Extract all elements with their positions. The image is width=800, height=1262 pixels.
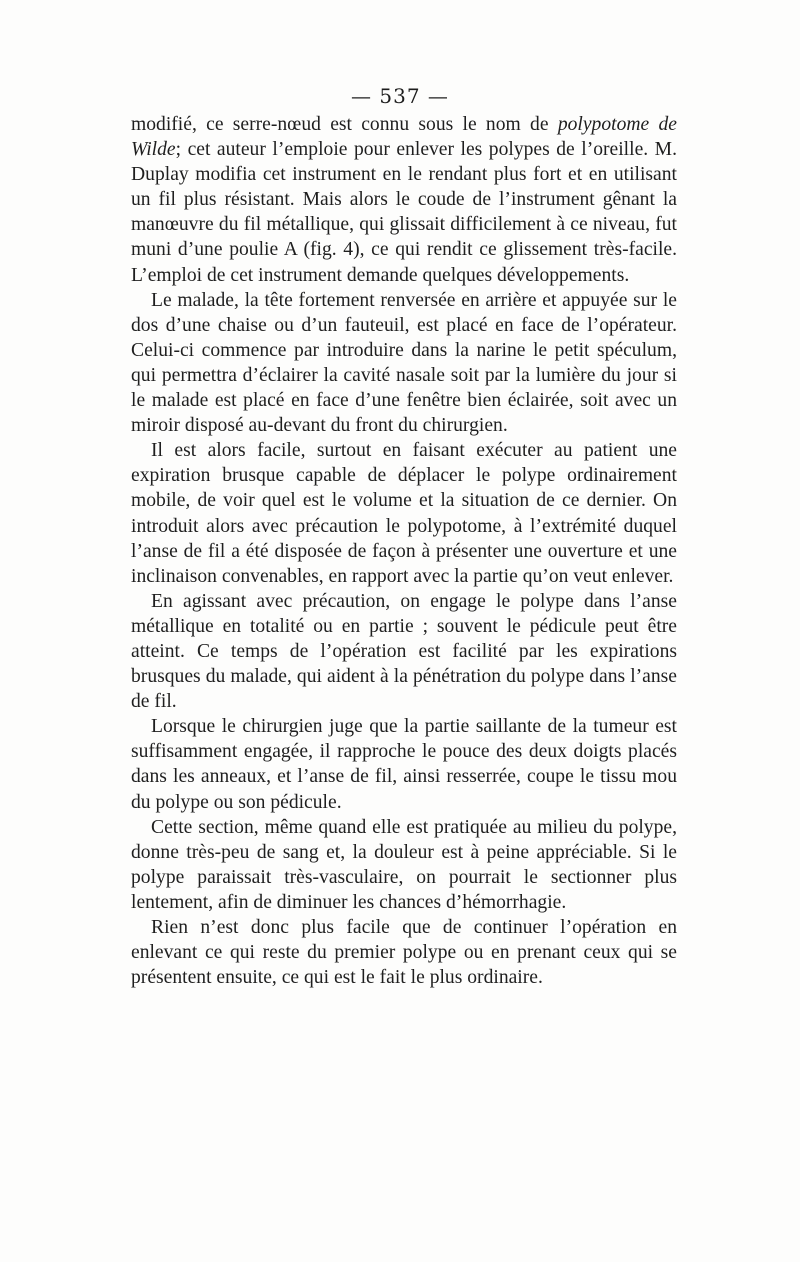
paragraph-1-after: ; cet auteur l’emploie pour enlever les polypes de l’oreille. M. Duplay modifia cet instrument en le rendant plus fort et en utilisant un fil plus résistant. Mais alors le coude de l’instrument gênant la manœuvre du fil métallique, qui glissait difficilement à ce niveau, fut muni d’une poulie A (fig. 4), ce qui rendit ce glissement très-facile. L’emploi de cet instrument demande quelques développements. <box>131 139 677 286</box>
page-number: — 537 — <box>351 84 449 108</box>
instrument-name: polypotome de Wilde <box>131 114 677 161</box>
paragraph-2: Le malade, la tête fortement renversée en arrière et appuyée sur le dos d’une chaise ou d’un fauteuil, est placé en face de l’opérateur. Celui-ci commence par introduire dans la narine le petit spéculum, qui permettra d’éclairer la cavité nasale soit par la lumière du jour si le malade est placé en face d’une fenêtre bien éclairée, soit avec un miroir disposé au-devant du front du chirurgien. <box>131 289 677 437</box>
paragraph-3: Il est alors facile, surtout en faisant exécuter au patient une expiration brusque capable de déplacer le polype ordinairement mobile, de voir quel est le volume et la situation de ce dernier. On introduit alors avec précaution le polypotome, à l’extrémité duquel l’anse de fil a été disposée de façon à présenter une ouverture et une inclinaison convenables, en rapport avec la partie qu’on veut enlever. <box>131 440 677 587</box>
paragraph-7: Rien n’est donc plus facile que de continuer l’opération en enlevant ce qui reste du premier polype ou en prenant ceux qui se présentent ensuite, ce qui est le fait le plus ordinaire. <box>131 917 677 989</box>
paragraph-1-before: modifié, ce serre-nœud est connu sous le nom de <box>131 114 558 135</box>
paragraph-6: Cette section, même quand elle est pratiquée au milieu du polype, donne très-peu de sang et, la douleur est à peine appréciable. Si le polype paraissait très-vasculaire, on pourrait le sectionner plus lentement, afin de diminuer les chances d’hémorrhagie. <box>131 816 677 913</box>
paragraph-1 <box>131 112 677 288</box>
paragraph-4: En agissant avec précaution, on engage le polype dans l’anse métallique en totalité ou en partie ; souvent le pédicule peut être atteint. Ce temps de l’opération est facilité par les expirations brusques du malade, qui aident à la pénétration du polype dans l’anse de fil. <box>131 590 677 713</box>
body-text <box>131 112 677 990</box>
paragraph-5: Lorsque le chirurgien juge que la partie saillante de la tumeur est suffisamment engagée, il rapproche le pouce des deux doigts placés dans les anneaux, et l’anse de fil, ainsi resserrée, coupe le tissu mou du polype ou son pédicule. <box>131 716 677 813</box>
